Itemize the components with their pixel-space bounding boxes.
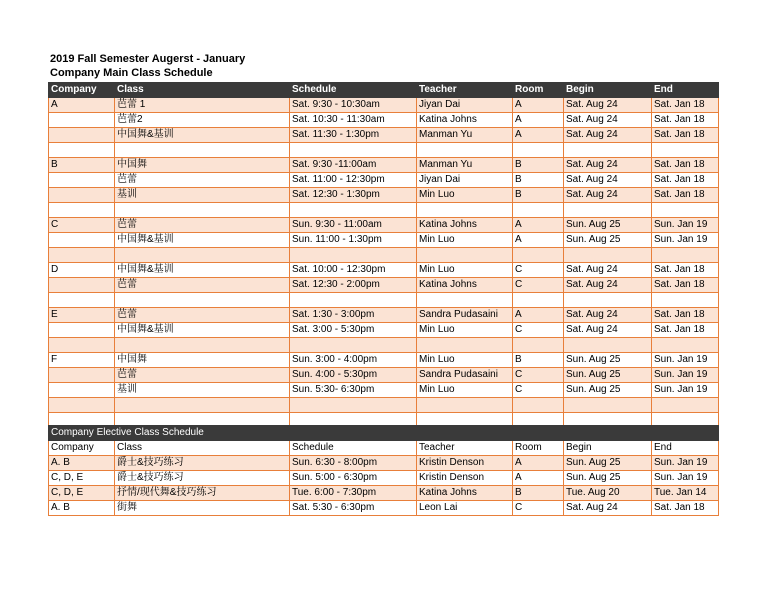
table-row-class-cell: 芭蕾	[115, 308, 290, 323]
table-row-room-cell: B	[513, 173, 564, 188]
table-row-room-cell: A	[513, 308, 564, 323]
table-row	[49, 188, 719, 203]
table-row-end-cell	[652, 293, 719, 308]
main-schedule-title: Company Main Class Schedule	[50, 67, 213, 79]
table-row-schedule-cell: Sat. 10:30 - 11:30am	[290, 113, 417, 128]
main-header-row-teacher-cell: Teacher	[417, 83, 513, 98]
table-row-teacher-cell	[417, 338, 513, 353]
table-row-teacher-cell	[417, 398, 513, 413]
table-row-company-cell: E	[49, 308, 115, 323]
table-row-begin-cell	[564, 338, 652, 353]
table-row-company-cell	[49, 128, 115, 143]
table-row-begin-cell: Sun. Aug 25	[564, 233, 652, 248]
table-row-class-cell	[115, 143, 290, 158]
table-row-class-cell: 芭蕾	[115, 218, 290, 233]
table-row-teacher-cell: Jiyan Dai	[417, 173, 513, 188]
table-row-schedule-cell	[290, 143, 417, 158]
main-header-row	[49, 83, 719, 98]
table-row-end-cell: Sat. Jan 18	[652, 128, 719, 143]
table-row-begin-cell: Sat. Aug 24	[564, 263, 652, 278]
table-row-company-cell	[49, 398, 115, 413]
table-row-teacher-cell: Sandra Pudasaini	[417, 368, 513, 383]
table-row-schedule-cell: Sat. 9:30 -11:00am	[290, 158, 417, 173]
table-row-company-cell	[49, 293, 115, 308]
table-row-end-cell: Sat. Jan 18	[652, 263, 719, 278]
table-row	[49, 128, 719, 143]
table-row	[49, 383, 719, 398]
table-row-schedule-cell: Sat. 10:00 - 12:30pm	[290, 263, 417, 278]
elective-header-row-class-cell: Class	[115, 441, 290, 456]
table-row-company-cell: F	[49, 353, 115, 368]
table-row-class-cell	[115, 293, 290, 308]
table-row-teacher-cell: Katina Johns	[417, 278, 513, 293]
table-row-teacher-cell: Min Luo	[417, 188, 513, 203]
table-row-end-cell: Sat. Jan 18	[652, 98, 719, 113]
table-row-begin-cell: Sat. Aug 24	[564, 113, 652, 128]
table-row-end-cell: Sat. Jan 18	[652, 323, 719, 338]
table-row-begin-cell: Sun. Aug 25	[564, 456, 652, 471]
table-row-class-cell	[115, 398, 290, 413]
elective-header-row-end-cell: End	[652, 441, 719, 456]
table-row-begin-cell: Sat. Aug 24	[564, 501, 652, 516]
table-row-end-cell: Sat. Jan 18	[652, 113, 719, 128]
table-row	[49, 293, 719, 308]
table-row-begin-cell	[564, 398, 652, 413]
table-row-begin-cell: Tue. Aug 20	[564, 486, 652, 501]
table-row-schedule-cell: Sun. 5:00 - 6:30pm	[290, 471, 417, 486]
table-row-schedule-cell	[290, 293, 417, 308]
table-row-room-cell: C	[513, 383, 564, 398]
table-row	[49, 368, 719, 383]
table-row-schedule-cell	[290, 248, 417, 263]
table-row-room-cell	[513, 248, 564, 263]
table-row-end-cell	[652, 398, 719, 413]
table-row-end-cell: Sat. Jan 18	[652, 173, 719, 188]
table-row-end-cell: Sun. Jan 19	[652, 383, 719, 398]
table-row-company-cell	[49, 338, 115, 353]
table-row-end-cell	[652, 143, 719, 158]
table-row-class-cell: 中国舞&基训	[115, 263, 290, 278]
table-row	[49, 353, 719, 368]
table-row-schedule-cell: Sat. 12:30 - 2:00pm	[290, 278, 417, 293]
table-row-end-cell: Sat. Jan 18	[652, 158, 719, 173]
table-row-room-cell: C	[513, 323, 564, 338]
table-row-begin-cell: Sat. Aug 24	[564, 173, 652, 188]
table-row-company-cell	[49, 248, 115, 263]
document-titles	[50, 52, 245, 80]
table-row-begin-cell	[564, 143, 652, 158]
table-row-end-cell: Sat. Jan 18	[652, 308, 719, 323]
table-row-begin-cell: Sun. Aug 25	[564, 471, 652, 486]
table-row-schedule-cell: Sat. 5:30 - 6:30pm	[290, 501, 417, 516]
table-row-company-cell: B	[49, 158, 115, 173]
table-row-company-cell	[49, 368, 115, 383]
table-row-room-cell: A	[513, 456, 564, 471]
table-row-schedule-cell: Sun. 11:00 - 1:30pm	[290, 233, 417, 248]
table-row-begin-cell: Sat. Aug 24	[564, 308, 652, 323]
table-row-class-cell: 中国舞&基训	[115, 128, 290, 143]
table-row-schedule-cell: Sun. 3:00 - 4:00pm	[290, 353, 417, 368]
table-row-teacher-cell	[417, 293, 513, 308]
elective-header-row-teacher-cell: Teacher	[417, 441, 513, 456]
table-row-teacher-cell: Min Luo	[417, 263, 513, 278]
table-row-schedule-cell	[290, 398, 417, 413]
table-row-teacher-cell: Min Luo	[417, 323, 513, 338]
table-row-begin-cell: Sat. Aug 24	[564, 98, 652, 113]
table-row-class-cell: 中国舞&基训	[115, 323, 290, 338]
table-row-begin-cell: Sat. Aug 24	[564, 278, 652, 293]
table-row-class-cell: 抒情/现代舞&技巧练习	[115, 486, 290, 501]
table-row-class-cell: 芭蕾	[115, 278, 290, 293]
table-row-company-cell: A. B	[49, 456, 115, 471]
table-row-schedule-cell: Sat. 12:30 - 1:30pm	[290, 188, 417, 203]
table-row-room-cell: C	[513, 501, 564, 516]
table-row-class-cell	[115, 203, 290, 218]
table-row-schedule-cell: Sat. 9:30 - 10:30am	[290, 98, 417, 113]
table-row-class-cell	[115, 338, 290, 353]
elective-header-row	[49, 441, 719, 456]
table-row	[49, 471, 719, 486]
table-row-begin-cell: Sat. Aug 24	[564, 323, 652, 338]
table-row-end-cell: Sat. Jan 18	[652, 501, 719, 516]
table-row-teacher-cell: Jiyan Dai	[417, 98, 513, 113]
elective-title-row	[49, 426, 719, 441]
table-row-room-cell	[513, 293, 564, 308]
table-row-class-cell: 基训	[115, 188, 290, 203]
table-row	[49, 173, 719, 188]
table-row	[49, 486, 719, 501]
table-row-schedule-cell	[290, 203, 417, 218]
table-row-teacher-cell	[417, 143, 513, 158]
table-row-schedule-cell: Sun. 4:00 - 5:30pm	[290, 368, 417, 383]
table-row	[49, 98, 719, 113]
table-row-begin-cell: Sun. Aug 25	[564, 353, 652, 368]
table-row-teacher-cell: Manman Yu	[417, 158, 513, 173]
table-row-room-cell: A	[513, 218, 564, 233]
table-row-room-cell: A	[513, 128, 564, 143]
table-row-room-cell: C	[513, 263, 564, 278]
table-row-room-cell: A	[513, 98, 564, 113]
table-row-teacher-cell: Min Luo	[417, 383, 513, 398]
table-row-room-cell: B	[513, 158, 564, 173]
table-row-company-cell	[49, 173, 115, 188]
table-row-teacher-cell: Min Luo	[417, 233, 513, 248]
table-row-teacher-cell: Kristin Denson	[417, 471, 513, 486]
table-row-begin-cell	[564, 203, 652, 218]
table-row-teacher-cell: Manman Yu	[417, 128, 513, 143]
table-row-teacher-cell: Katina Johns	[417, 113, 513, 128]
table-row-room-cell: B	[513, 486, 564, 501]
table-row-class-cell: 芭蕾 1	[115, 98, 290, 113]
table-row-end-cell: Sun. Jan 19	[652, 471, 719, 486]
semester-title: 2019 Fall Semester Augerst - January	[50, 53, 246, 65]
table-row-begin-cell: Sat. Aug 24	[564, 188, 652, 203]
table-row	[49, 398, 719, 413]
table-row-company-cell: D	[49, 263, 115, 278]
table-row-begin-cell	[564, 248, 652, 263]
table-row	[49, 233, 719, 248]
table-row-company-cell	[49, 143, 115, 158]
table-row-room-cell	[513, 398, 564, 413]
table-row	[49, 501, 719, 516]
table-row	[49, 113, 719, 128]
table-row-class-cell: 芭蕾2	[115, 113, 290, 128]
table-row-teacher-cell: Sandra Pudasaini	[417, 308, 513, 323]
table-row-end-cell: Sat. Jan 18	[652, 188, 719, 203]
elective-header-row-room-cell: Room	[513, 441, 564, 456]
table-row-teacher-cell: Katina Johns	[417, 486, 513, 501]
main-header-row-class-cell: Class	[115, 83, 290, 98]
elective-header-row-company-cell: Company	[49, 441, 115, 456]
table-row	[49, 218, 719, 233]
table-row-room-cell: A	[513, 471, 564, 486]
table-row-room-cell: C	[513, 368, 564, 383]
table-row-company-cell: C	[49, 218, 115, 233]
table-row-room-cell: A	[513, 113, 564, 128]
table-row-schedule-cell: Sun. 6:30 - 8:00pm	[290, 456, 417, 471]
table-row-teacher-cell: Leon Lai	[417, 501, 513, 516]
table-row-end-cell: Tue. Jan 14	[652, 486, 719, 501]
table-row-company-cell: C, D, E	[49, 471, 115, 486]
main-header-row-begin-cell: Begin	[564, 83, 652, 98]
table-row-schedule-cell: Sun. 5:30- 6:30pm	[290, 383, 417, 398]
main-schedule-table	[48, 82, 719, 428]
table-row-company-cell	[49, 113, 115, 128]
table-row-schedule-cell: Tue. 6:00 - 7:30pm	[290, 486, 417, 501]
table-row	[49, 323, 719, 338]
table-row-room-cell	[513, 338, 564, 353]
table-row-begin-cell	[564, 293, 652, 308]
elective-header-row-begin-cell: Begin	[564, 441, 652, 456]
table-row-company-cell	[49, 323, 115, 338]
table-row-begin-cell: Sun. Aug 25	[564, 368, 652, 383]
table-row	[49, 203, 719, 218]
table-row-room-cell: B	[513, 353, 564, 368]
table-row	[49, 143, 719, 158]
table-row-class-cell: 街舞	[115, 501, 290, 516]
table-row-company-cell	[49, 278, 115, 293]
table-row-room-cell: C	[513, 278, 564, 293]
table-row-class-cell: 芭蕾	[115, 368, 290, 383]
table-row-schedule-cell: Sun. 9:30 - 11:00am	[290, 218, 417, 233]
table-row-class-cell: 中国舞&基训	[115, 233, 290, 248]
table-row-company-cell	[49, 203, 115, 218]
table-row-end-cell: Sun. Jan 19	[652, 456, 719, 471]
table-row-schedule-cell: Sat. 3:00 - 5:30pm	[290, 323, 417, 338]
table-row-end-cell: Sun. Jan 19	[652, 218, 719, 233]
table-row-class-cell: 基训	[115, 383, 290, 398]
table-row-begin-cell: Sat. Aug 24	[564, 158, 652, 173]
main-header-row-end-cell: End	[652, 83, 719, 98]
table-row-schedule-cell: Sat. 11:00 - 12:30pm	[290, 173, 417, 188]
table-row	[49, 263, 719, 278]
table-row-end-cell: Sat. Jan 18	[652, 278, 719, 293]
table-row-class-cell: 爵士&技巧练习	[115, 471, 290, 486]
table-row-end-cell: Sun. Jan 19	[652, 353, 719, 368]
table-row-room-cell	[513, 203, 564, 218]
table-row	[49, 456, 719, 471]
elective-header-row-schedule-cell: Schedule	[290, 441, 417, 456]
table-row-company-cell: A	[49, 98, 115, 113]
elective-section-title: Company Elective Class Schedule	[49, 426, 719, 441]
table-row-end-cell	[652, 338, 719, 353]
table-row-company-cell: C, D, E	[49, 486, 115, 501]
table-row-teacher-cell: Katina Johns	[417, 218, 513, 233]
main-header-row-schedule-cell: Schedule	[290, 83, 417, 98]
table-row-company-cell	[49, 188, 115, 203]
table-row-end-cell: Sun. Jan 19	[652, 368, 719, 383]
table-row	[49, 308, 719, 323]
table-row-schedule-cell	[290, 338, 417, 353]
table-row-class-cell: 爵士&技巧练习	[115, 456, 290, 471]
table-row-end-cell	[652, 203, 719, 218]
main-header-row-room-cell: Room	[513, 83, 564, 98]
table-row-company-cell	[49, 383, 115, 398]
elective-schedule-table	[48, 425, 719, 516]
table-row	[49, 278, 719, 293]
table-row-schedule-cell: Sat. 11:30 - 1:30pm	[290, 128, 417, 143]
table-row-begin-cell: Sun. Aug 25	[564, 383, 652, 398]
table-row-begin-cell: Sun. Aug 25	[564, 218, 652, 233]
table-row-class-cell: 中国舞	[115, 158, 290, 173]
table-row-company-cell	[49, 233, 115, 248]
table-row	[49, 158, 719, 173]
table-row-end-cell	[652, 248, 719, 263]
main-header-row-company-cell: Company	[49, 83, 115, 98]
table-row-room-cell: A	[513, 233, 564, 248]
table-row-room-cell: B	[513, 188, 564, 203]
table-row-teacher-cell	[417, 203, 513, 218]
table-row-teacher-cell	[417, 248, 513, 263]
table-row-class-cell: 芭蕾	[115, 173, 290, 188]
table-row-company-cell: A. B	[49, 501, 115, 516]
table-row-begin-cell: Sat. Aug 24	[564, 128, 652, 143]
table-row-teacher-cell: Min Luo	[417, 353, 513, 368]
table-row	[49, 248, 719, 263]
table-row-class-cell	[115, 248, 290, 263]
table-row-class-cell: 中国舞	[115, 353, 290, 368]
table-row	[49, 338, 719, 353]
table-row-schedule-cell: Sat. 1:30 - 3:00pm	[290, 308, 417, 323]
table-row-teacher-cell: Kristin Denson	[417, 456, 513, 471]
table-row-end-cell: Sun. Jan 19	[652, 233, 719, 248]
table-row-room-cell	[513, 143, 564, 158]
